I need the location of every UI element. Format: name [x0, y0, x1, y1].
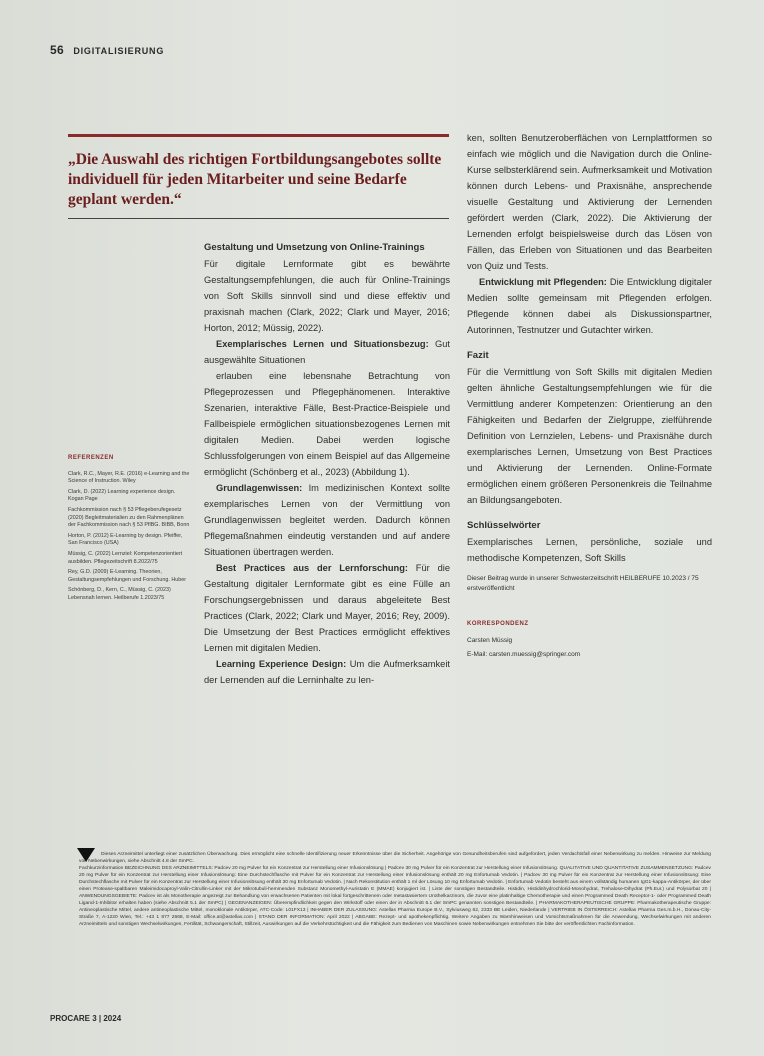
keywords-heading: Schlüsselwörter	[467, 520, 541, 531]
paragraph: Für digitale Lernformate gibt es bewährte Gestaltungsempfehlungen, die auch für Online-Trainings von Soft Skills sinnvoll sind und diese effektiv und praxisnah machen (Clark, 2022; Clark und Mayer, 2016; Horton, 2012; Müssig, 2022).	[204, 259, 450, 333]
reference-item: Müssig, C. (2022) Lernziel: Kompetenzorientiert ausbilden. Pflegezeitschrift 8.2022/75	[68, 550, 183, 565]
reference-item: Rey, G.D. (2009) E-Learning. Theorien, Gestaltungsempfehlungen und Forschung. Huber	[68, 569, 187, 583]
page-number: 56	[50, 43, 64, 57]
reference-item: Fachkommission nach § 53 Pflegeberufegesetz (2020) Begleitmaterialien zu den Rahmenplänen der Fachkommission nach § 53 PflBG. BIBB, Bonn	[68, 506, 190, 529]
pull-quote: „Die Auswahl des richtigen Fortbildungsangebotes sollte individuell für jeden Mitarbeiter und seine Bedarfe geplant werden.“	[68, 151, 442, 208]
page-header	[50, 43, 164, 57]
paragraph-text: Die Entwicklung digitaler Medien sollte gemeinsam mit Pflegenden erfolgen. Pflegende können dabei als Diskussionspartner, Autorinnen, Testnutzer und Gutachter wirken.	[467, 277, 712, 335]
fazit-heading: Fazit	[467, 350, 489, 361]
section-heading: Gestaltung und Umsetzung von Online-Trainings	[204, 242, 425, 253]
article-column-middle	[204, 240, 450, 688]
paragraph	[204, 480, 450, 560]
paragraph-label: Best Practices aus der Lernforschung:	[216, 563, 408, 573]
fineprint-intro: Dieses Arzneimittel unterliegt einer zusätzlichen Überwachung. Dies ermöglicht eine schnelle Identifizierung neuer Erkenntnisse über die Sicherheit. Angehörige von Gesundheitsberufen sind aufgefordert, jeden Verdachtsfall einer Nebenwirkung zu melden. Hinweise zur Meldung von Nebenwirkungen, siehe Abschnitt 4.8 der SmPC.	[79, 852, 711, 864]
correspondence-heading: KORRESPONDENZ	[467, 621, 529, 627]
fazit-text: Für die Vermittlung von Soft Skills mit digitalen Medien gelten ähnliche Gestaltungsempfehlungen wie für die Vermittlung anderer Kompetenzen: Orientierung an den Fähigkeiten und Bedarfen der Zielgruppe, zielführende Definition von Lernzielen, Lebens- und Praxisnähe durch exemplarisches Lernen, Umsetzung von Best Practices und Aktivierung der Lernenden. Online-Formate ermöglichen einem größeren Personenkreis die Teilnahme an Bildungsangeboten.	[467, 367, 712, 505]
reference-item: Schönberg, D., Kern, C., Müssig, C. (2023) Lebensnah lernen. Heilberufe 1.2023/75	[68, 587, 171, 601]
paragraph-text: Um die Aufmerksamkeit der Lernenden auf die Lerninhalte zu len-	[204, 659, 450, 685]
reference-item: Clark, R.C., Mayer, R.E. (2016) e-Learning and the Science of Instruction. Wiley	[68, 470, 190, 485]
paragraph	[204, 336, 450, 368]
paragraph	[204, 560, 450, 656]
paragraph: ken, sollten Benutzeroberflächen von Lernplattformen so einfach wie möglich und die Navigation durch die Online-Kurse selbsterklärend sein. Aufmerksamkeit und Motivation können durch Lebens- und Praxisnähe, ansprechende visuelle Gestaltung und Aktivierung der Lernenden gefördert werden (Clark, 2022). Die Aktivierung der Lernenden erfolgt beispielsweise durch das Lösen von Fällen, das Erleben von Situationen und das Bearbeiten von Quiz und Tests.	[467, 133, 712, 271]
paragraph	[204, 656, 450, 688]
paragraph: erlauben eine lebensnahe Betrachtung von Pflegeprozessen und Pflegephänomenen. Interaktive Szenarien, interaktive Fälle, Best-Practice-Beispiele und Fallbeispiele ermöglichen situationsbezogenes Lernen mit digitalen Medien. Dabei werden logische Schlussfolgerungen von einem Beispiel auf das Allgemeine ermöglicht (Schönberg et al., 2023) (Abbildung 1).	[204, 371, 450, 477]
quote-bottom-rule	[68, 218, 449, 219]
quote-top-rule	[68, 134, 449, 137]
article-column-right	[467, 130, 712, 660]
correspondence-name: Carsten Müssig	[467, 637, 513, 644]
correspondence-email: E-Mail: carsten.muessig@springer.com	[467, 651, 581, 658]
paragraph-label: Exemplarisches Lernen und Situationsbezug:	[216, 339, 429, 349]
references-box	[68, 455, 190, 606]
section-title: DIGITALISIERUNG	[73, 46, 165, 56]
reference-item: Horton, P. (2012) E-Learning by design. Pfeiffer, San Francisco (USA)	[68, 532, 183, 547]
page-footer: PROCARE 3 | 2024	[50, 1014, 122, 1023]
paragraph-label: Entwicklung mit Pflegenden:	[479, 277, 607, 287]
paragraph-text: Für die Gestaltung digitaler Lernformate gibt es eine Fülle an Forschungsergebnissen und daraus abgeleitete Best Practices (Clark, 2022; Clark und Mayer, 2016; Rey, 2009). Die Umsetzung der Best Practices ermöglicht effektives Lernen mit digitalen Medien.	[204, 563, 450, 653]
drug-information-fineprint	[79, 851, 711, 928]
paragraph-text: Gut ausgewählte Situationen	[204, 339, 450, 365]
keywords-text: Exemplarisches Lernen, persönliche, soziale und methodische Kompetenzen, Soft Skills	[467, 537, 712, 563]
paragraph-text: Im medizinischen Kontext sollte exemplarisches Lernen von der Vermittlung von Grundlagenwissen begleitet werden. Dadurch können Pflegemaßnahmen eindeutig verstanden und auf andere Situationen übertragen werden.	[204, 483, 450, 557]
fineprint-body: Fachkurzinformation BEZEICHNUNG DES ARZNEIMITTELS: Padcev 20 mg Pulver für ein Konzentrat zur Herstellung einer Infusionslösung | Padcev 30 mg Pulver für ein Konzentrat zur Herstellung einer Infusionslösung. QUALITATIVE UND QUANTITATIVE ZUSAMMENSETZUNG: Padcev 20 mg Pulver für ein Konzentrat zur Herstellung einer Infusionslösung: Eine Durchstechflasche mit Pulver für ein Konzentrat zur Herstellung einer Infusionslösung enthält 20 mg Enfortumab Vedotin. | Padcev 30 mg Pulver für ein Konzentrat zur Herstellung einer Infusionslösung: Eine Durchstechflasche mit Pulver für ein Konzentrat zur Herstellung einer Infusionslösung enthält 30 mg Enfortumab Vedotin. | Nach Rekonstitution enthält 1 ml der Lösung 10 mg Enfortumab Vedotin. | Enfortumab Vedotin besteht aus einem vollständig humanen IgG1-kappa-Antikörper, der über einen Protease-spaltbaren Maleimidocaproyl-Valin-Citrullin-Linker mit der Mikrotubuli-hemmenden Substanz Monomethyl-Auristatin E (MMAE) konjugiert ist. | Liste der sonstigen Bestandteile. Histidin, Histidinhydrochlorid-Monohydrat, Trehalose-Dihydrat (Ph.Eur.) und Polysorbat 20 | ANWENDUNGSGEBIETE: Padcev ist als Monotherapie angezeigt zur Behandlung von erwachsenen Patienten mit lokal fortgeschrittenem oder metastasiertem Urothelkarzinom, die zuvor eine platinhaltige Chemotherapie und einen Programmed Death Receptor-1- oder Programmed Death Ligand-1-Inhibitor erhalten haben (siehe Abschnitt 5.1 der SmPC) | GEGENANZEIGEN: Überempfindlichkeit gegen den Wirkstoff oder einen der in Abschnitt 6.1 der SmPC genannten sonstigen Bestandteile. | PHARMAKOTHERAPEUTISCHE GRUPPE: Pharmakotherapeutische Gruppe: Antineoplastische Mittel, andere antineoplastische Mittel, monoklonale Antikörper, ATC-Code: L01FX13 | INHABER DER ZULASSUNG: Astellas Pharma Europe B.V., Sylviusweg 62, 2333 BE Leiden, Niederlande | VERTRIEB IN ÖSTERREICH: Astellas Pharma Ges.m.b.H., Donau-City-Straße 7, A-1220 Wien, Tel.: +43 1 877 2668, E-Mail: office.at@astellas.com | STAND DER INFORMATION: April 2022 | ABGABE: Rezept- und apothekenpflichtig. Weitere Angaben zu Warnhinweisen und Vorsichtsmaßnahmen für die Anwendung, Wechselwirkungen mit anderen Arzneimitteln und sonstigen Wechselwirkungen, Fertilität, Schwangerschaft, Stillzeit, Auswirkungen auf die Verkehrstüchtigkeit und die Fähigkeit zum Bedienen von Maschinen sowie Nebenwirkungen entnehmen Sie bitte der veröffentlichten Fachinformation.	[79, 866, 711, 927]
first-published-note: Dieser Beitrag wurde in unserer Schwesterzeitschrift HEILBERUFE 10.2023 / 75 erstveröffentlicht	[467, 575, 699, 592]
paragraph-label: Grundlagenwissen:	[216, 483, 303, 493]
references-heading: REFERENZEN	[68, 455, 114, 461]
reference-item: Clark, D. (2022) Learning experience design. Kogan Page	[68, 488, 176, 503]
paragraph-label: Learning Experience Design:	[216, 659, 347, 669]
paragraph	[467, 274, 712, 338]
